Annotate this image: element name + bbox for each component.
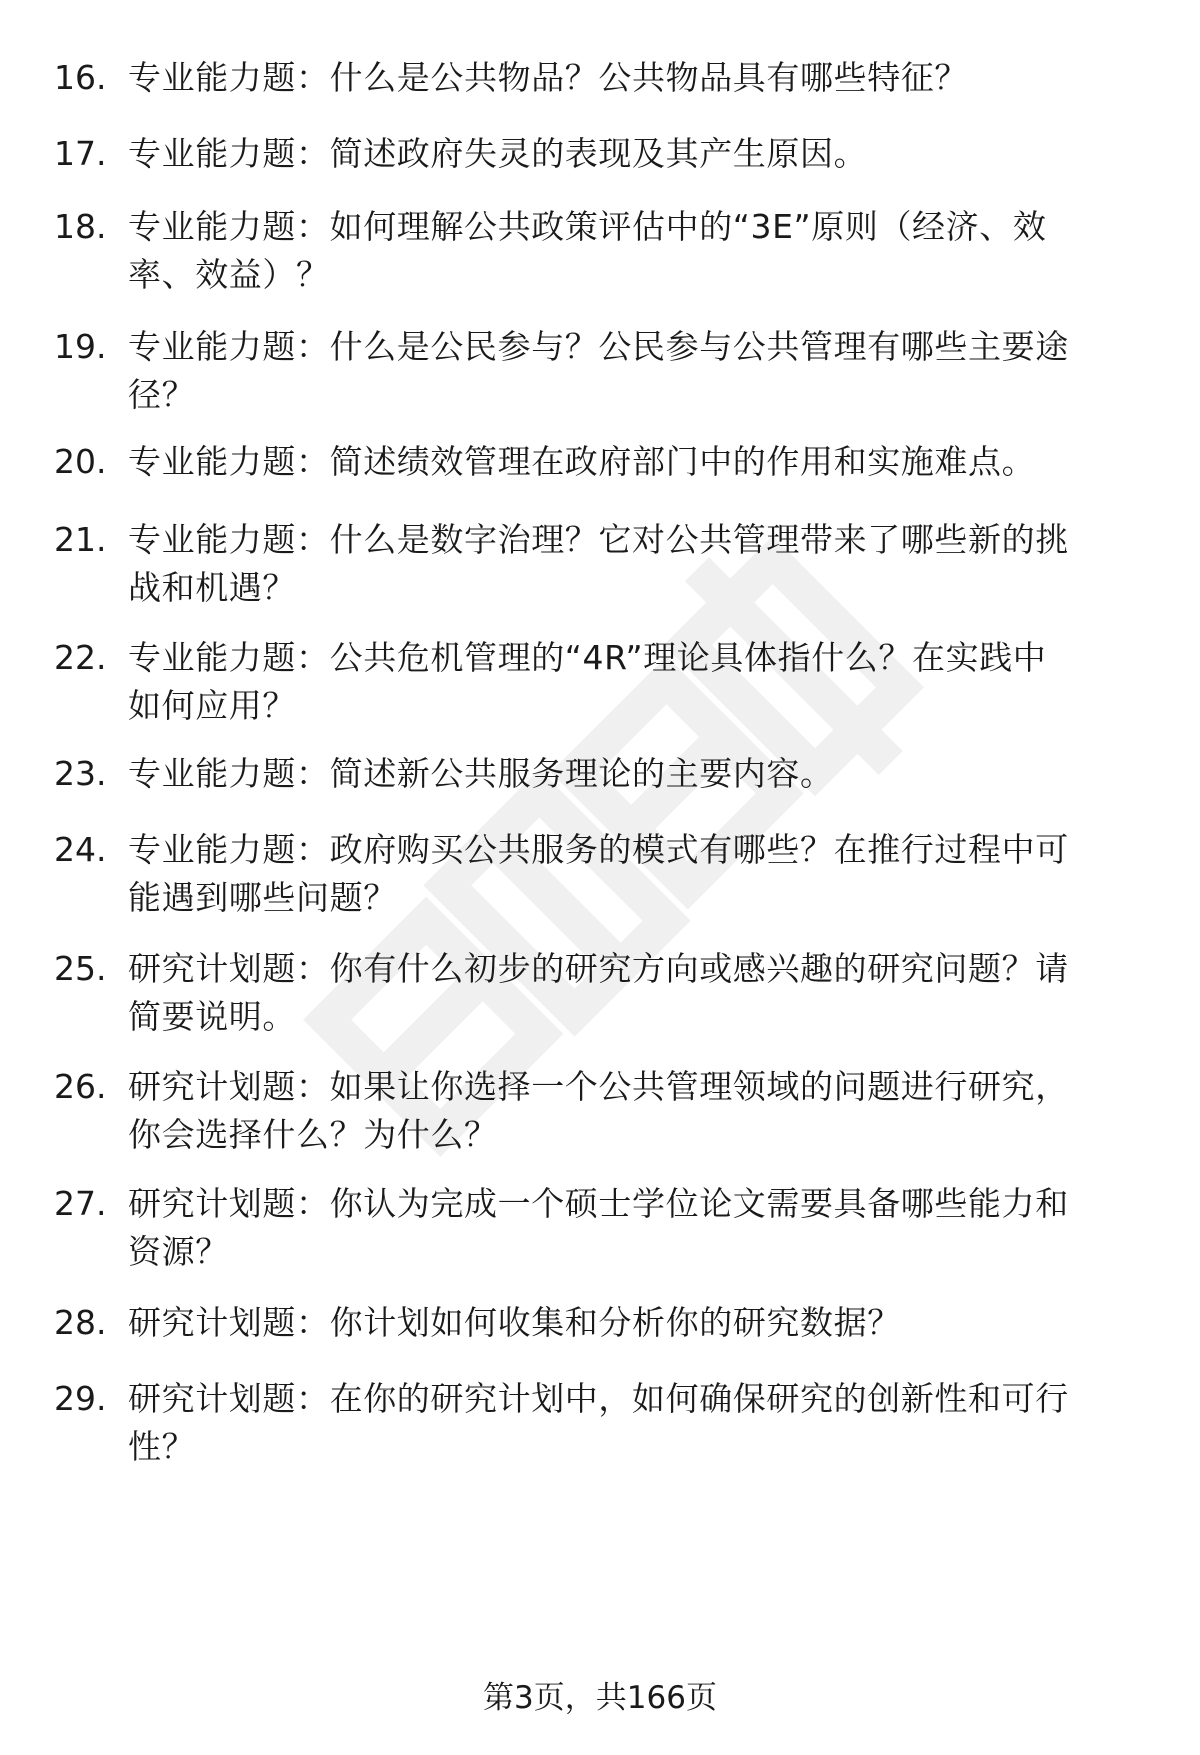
question-text-line: 研究计划题：在你的研究计划中，如何确保研究的创新性和可行 (128, 1379, 1069, 1418)
question-number: 21. (54, 520, 107, 559)
question-text (128, 130, 1148, 178)
question-text (128, 1063, 1148, 1159)
question-number: 27. (54, 1184, 107, 1223)
question-text (128, 54, 1148, 102)
question-text-line: 研究计划题：你有什么初步的研究方向或感兴趣的研究问题？请 (128, 949, 1069, 988)
question-number: 28. (54, 1303, 107, 1342)
question-text (128, 945, 1148, 1041)
question-text-line: 如何应用？ (128, 686, 296, 725)
question-text-line: 专业能力题：什么是公共物品？公共物品具有哪些特征？ (128, 58, 968, 97)
question-number: 20. (54, 442, 107, 481)
question-text (128, 750, 1148, 798)
question-text (128, 634, 1148, 730)
question-text-line: 战和机遇？ (128, 568, 296, 607)
question-text-line: 径？ (128, 375, 196, 414)
question-number: 25. (54, 949, 107, 988)
question-text-line: 研究计划题：如果让你选择一个公共管理领域的问题进行研究， (128, 1067, 1069, 1106)
question-text-line: 资源？ (128, 1232, 229, 1271)
question-text-line: 专业能力题：政府购买公共服务的模式有哪些？在推行过程中可 (128, 830, 1069, 869)
question-text (128, 323, 1148, 419)
question-text (128, 203, 1148, 299)
question-number: 19. (54, 327, 107, 366)
question-text (128, 826, 1148, 922)
page-number-footer: 第3页，共166页 (483, 1680, 717, 1716)
question-text-line: 专业能力题：公共危机管理的“4R”理论具体指什么？在实践中 (128, 638, 1047, 677)
question-text-line: 专业能力题：如何理解公共政策评估中的“3E”原则（经济、效 (128, 207, 1047, 246)
question-number: 18. (54, 207, 107, 246)
question-text-line: 专业能力题：简述绩效管理在政府部门中的作用和实施难点。 (128, 442, 1036, 481)
question-number: 16. (54, 58, 107, 97)
question-text (128, 438, 1148, 486)
question-number: 17. (54, 134, 107, 173)
question-number: 23. (54, 754, 107, 793)
question-number: 24. (54, 830, 107, 869)
question-text (128, 1299, 1148, 1347)
question-text-line: 研究计划题：你认为完成一个硕士学位论文需要具备哪些能力和 (128, 1184, 1069, 1223)
question-text-line: 你会选择什么？为什么？ (128, 1115, 498, 1154)
question-text (128, 1180, 1148, 1276)
question-text-line: 率、效益）？ (128, 255, 330, 294)
question-text-line: 简要说明。 (128, 997, 296, 1036)
question-text (128, 1375, 1148, 1471)
question-text-line: 专业能力题：简述新公共服务理论的主要内容。 (128, 754, 834, 793)
question-text-line: 专业能力题：简述政府失灵的表现及其产生原因。 (128, 134, 868, 173)
question-number: 26. (54, 1067, 107, 1106)
question-text-line: 性？ (128, 1427, 196, 1466)
question-number: 22. (54, 638, 107, 677)
question-text-line: 研究计划题：你计划如何收集和分析你的研究数据？ (128, 1303, 901, 1342)
question-text-line: 能遇到哪些问题？ (128, 878, 397, 917)
question-text-line: 专业能力题：什么是公民参与？公民参与公共管理有哪些主要途 (128, 327, 1069, 366)
question-text (128, 516, 1148, 612)
question-number: 29. (54, 1379, 107, 1418)
question-text-line: 专业能力题：什么是数字治理？它对公共管理带来了哪些新的挑 (128, 520, 1069, 559)
